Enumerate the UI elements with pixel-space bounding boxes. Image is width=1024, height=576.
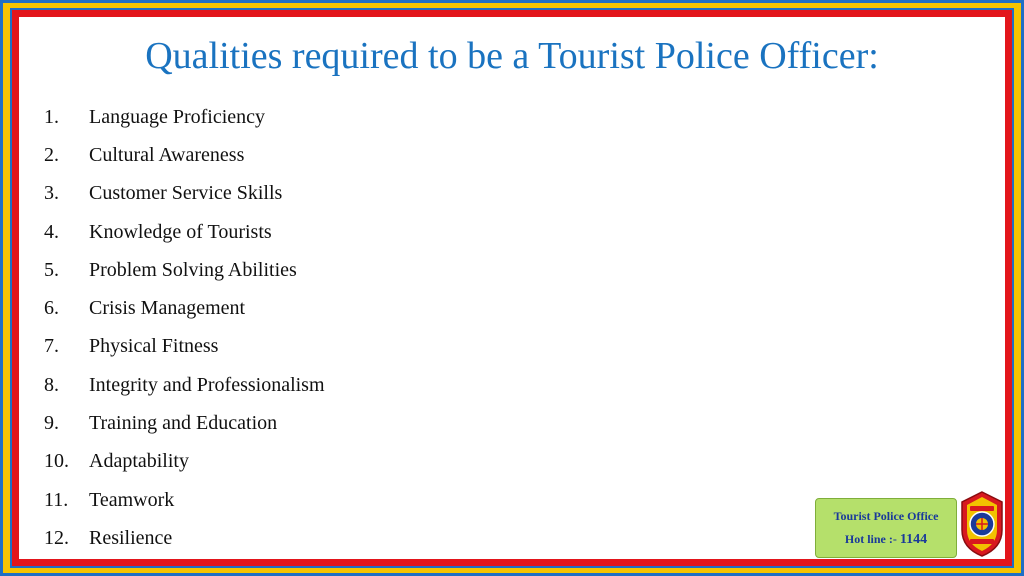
list-item [44, 136, 325, 174]
contact-badge [815, 498, 957, 558]
list-item [44, 175, 325, 213]
contact-office-label: Tourist Police Office [833, 509, 939, 523]
item-number: 7. [44, 335, 59, 358]
slide-title: Qualities required to be a Tourist Police Officer: [145, 35, 879, 77]
hotline-number: 1144 [899, 532, 928, 547]
item-number: 2. [44, 143, 59, 166]
item-label: Knowledge of Tourists [89, 220, 272, 243]
item-number: 9. [44, 412, 59, 435]
item-label: Training and Education [89, 412, 278, 435]
item-number: 10. [44, 450, 69, 473]
item-label: Language Proficiency [89, 105, 266, 128]
item-number: 5. [44, 258, 59, 281]
list-item [44, 289, 325, 327]
list-item [44, 443, 325, 481]
item-number: 3. [44, 182, 59, 205]
list-item [44, 98, 325, 136]
item-label: Adaptability [89, 450, 189, 473]
item-label: Teamwork [89, 488, 175, 511]
list-item [44, 213, 325, 251]
hotline-line [816, 532, 956, 548]
list-item [44, 404, 325, 442]
hotline-label: Hot line :- [844, 532, 897, 546]
item-label: Integrity and Professionalism [89, 373, 325, 396]
item-label: Resilience [89, 526, 173, 549]
list-item [44, 519, 325, 557]
item-number: 6. [44, 297, 59, 320]
list-item [44, 481, 325, 519]
list-item [44, 251, 325, 289]
list-item [44, 328, 325, 366]
item-label: Problem Solving Abilities [89, 258, 297, 281]
item-number: 11. [44, 488, 69, 511]
item-number: 12. [44, 526, 69, 549]
item-label: Cultural Awareness [89, 143, 245, 166]
item-label: Crisis Management [89, 297, 246, 320]
item-number: 4. [44, 220, 59, 243]
item-number: 1. [44, 105, 59, 128]
list-item [44, 366, 325, 404]
qualities-list [44, 98, 325, 558]
item-label: Customer Service Skills [89, 182, 283, 205]
item-label: Physical Fitness [89, 335, 219, 358]
item-number: 8. [44, 373, 59, 396]
tourist-police-emblem-icon [958, 490, 1006, 558]
